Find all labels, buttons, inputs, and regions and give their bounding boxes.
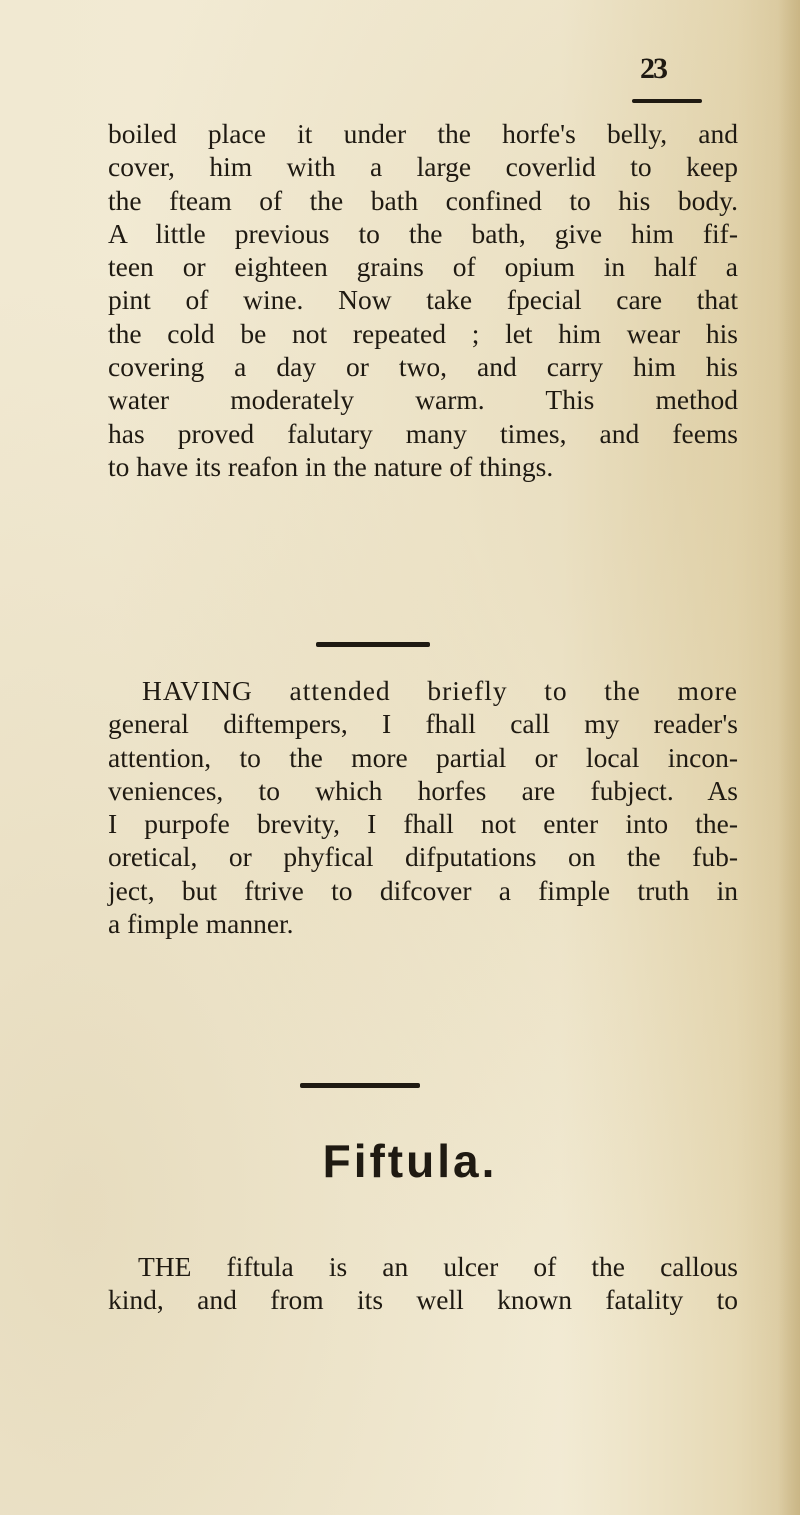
- text-line: to have its reafon in the nature of things.: [108, 450, 554, 482]
- text-line: a fimple manner.: [108, 908, 294, 940]
- text-line: I purpofe brevity, I fhall not enter into the-: [108, 808, 738, 840]
- text-line: cover, him with a large coverlid to keep: [108, 151, 738, 183]
- text-line: HAVING attended briefly to the more: [142, 675, 738, 706]
- section-divider-rule: [316, 642, 430, 647]
- text-line: veniences, to which horfes are fubject. As: [108, 774, 738, 806]
- section-divider-rule: [300, 1083, 420, 1088]
- text-line: has proved falutary many times, and feems: [108, 417, 738, 449]
- text-line: ject, but ftrive to difcover a fimple truth in: [108, 874, 738, 906]
- text-line: the fteam of the bath confined to his body.: [108, 184, 738, 216]
- paragraph-3: [108, 1250, 738, 1317]
- text-line: THE fiftula is an ulcer of the callous: [138, 1251, 738, 1282]
- text-line: A little previous to the bath, give him fif-: [108, 217, 738, 249]
- page-number: 23: [640, 52, 666, 85]
- text-line: teen or eighteen grains of opium in half a: [108, 251, 738, 283]
- paragraph-2: [108, 674, 738, 940]
- text-line: kind, and from its well known fatality to: [108, 1284, 738, 1316]
- text-line: attention, to the more partial or local incon-: [108, 741, 738, 773]
- text-line: pint of wine. Now take fpecial care that: [108, 284, 738, 316]
- page-number-rule: [632, 99, 702, 103]
- paragraph-1: [108, 117, 738, 483]
- text-line: water moderately warm. This method: [108, 384, 738, 416]
- text-line: the cold be not repeated ; let him wear his: [108, 317, 738, 349]
- text-line: boiled place it under the horfe's belly, and: [108, 118, 738, 149]
- text-line: covering a day or two, and carry him his: [108, 351, 738, 383]
- text-line: oretical, or phyfical difputations on the fub-: [108, 841, 738, 873]
- section-heading: Fiftula.: [322, 1135, 498, 1187]
- page-edge-shadow: [778, 0, 800, 1515]
- text-line: general diftempers, I fhall call my reader's: [108, 708, 738, 740]
